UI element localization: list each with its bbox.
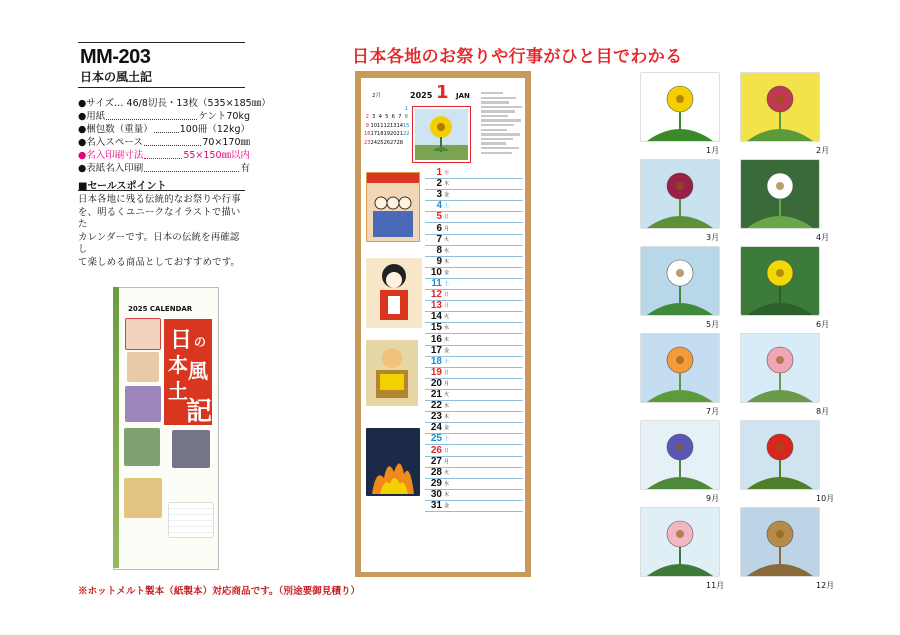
mini-calendar-day: 4 — [378, 114, 382, 121]
month-label: 6月 — [816, 320, 830, 329]
day-weekday: 土 — [443, 281, 449, 287]
event-note-line — [481, 119, 521, 121]
mini-calendar-day: 8 — [404, 114, 408, 121]
cover-illustration-lion — [124, 428, 160, 466]
sales-point-line: 日本各地に残る伝統的なお祭りや行事 — [78, 194, 241, 205]
mini-calendar-day: 27 — [390, 139, 397, 146]
mini-calendar-day — [403, 139, 410, 147]
day-weekday: 水 — [443, 403, 449, 410]
mini-calendar-day: 12 — [383, 122, 391, 129]
mini-calendar-day: 11 — [377, 122, 384, 129]
mini-calendar-day: 24 — [370, 139, 378, 146]
sales-point-heading: ■セールスポイント — [78, 181, 167, 192]
cover-char: 土 — [168, 379, 188, 403]
mini-calendar-day: 18 — [377, 131, 384, 138]
day-number: 15 — [430, 322, 442, 334]
month-illustration — [640, 72, 720, 142]
spec-value: 100冊（12kg） — [179, 124, 250, 135]
mini-calendar-day: 15 — [403, 122, 410, 129]
spec-label: ●サイズ… 46/8切長・13枚（535×185㎜） — [78, 98, 271, 109]
mini-calendar-week — [364, 105, 410, 113]
month-flower-thumbnail — [412, 106, 471, 163]
cover-mini-calendar — [168, 502, 214, 538]
month-illustration — [740, 159, 820, 229]
day-weekday: 火 — [443, 392, 449, 398]
spec-label: ●表紙名入印刷 — [78, 163, 144, 174]
sales-point-line: カレンダーです。日本の伝統を再確認し — [78, 231, 240, 256]
mini-calendar-day: 5 — [385, 114, 389, 121]
month-label: 3月 — [706, 233, 720, 242]
spec-row — [78, 97, 271, 110]
event-note-line — [481, 133, 520, 135]
day-weekday: 月 — [443, 380, 449, 387]
day-number: 23 — [430, 411, 442, 423]
day-number: 3 — [436, 189, 442, 201]
day-number: 2 — [436, 178, 442, 190]
day-weekday: 火 — [443, 236, 449, 243]
day-weekday: 木 — [443, 336, 449, 343]
event-note-line — [481, 110, 515, 112]
event-note-line — [481, 115, 508, 117]
cover-binding-strip — [113, 287, 119, 568]
day-number: 26 — [430, 444, 442, 456]
day-weekday: 火 — [443, 469, 449, 476]
day-number: 8 — [436, 244, 442, 256]
day-weekday: 水 — [443, 170, 449, 176]
cover-illustration-demon — [172, 430, 210, 468]
mini-calendar-day: 7 — [398, 114, 402, 121]
sales-point-line: を、明るくユニークなイラストで描いた — [78, 206, 241, 231]
spec-value: 有 — [240, 163, 250, 174]
spec-value: ケント70kg — [198, 111, 250, 122]
day-number: 12 — [430, 289, 442, 301]
month-illustration — [740, 246, 820, 316]
day-weekday: 水 — [443, 247, 449, 254]
cover-title: 2025 CALENDAR — [128, 305, 193, 313]
day-number: 6 — [436, 222, 442, 234]
mini-calendar-day: 16 — [364, 131, 371, 138]
month-illustration — [640, 420, 720, 490]
spec-leader — [144, 149, 182, 159]
month-illustration — [640, 246, 720, 316]
day-number: 27 — [430, 455, 442, 467]
day-number: 29 — [430, 477, 442, 489]
day-weekday: 金 — [443, 503, 449, 509]
mini-calendar-day: 3 — [372, 114, 376, 121]
sales-point-text — [78, 194, 248, 270]
cover-illustration-priest — [124, 478, 162, 518]
day-number: 24 — [430, 422, 442, 434]
day-number: 21 — [430, 389, 442, 400]
day-row — [425, 500, 523, 512]
mini-calendar-day: 19 — [383, 131, 391, 138]
product-code: MM-203 — [80, 46, 151, 68]
product-name: 日本の風土記 — [80, 70, 153, 84]
illustration-festival-3 — [366, 340, 418, 406]
sales-point-rule — [78, 190, 245, 191]
day-number: 17 — [430, 344, 442, 356]
mini-calendar-week — [364, 130, 410, 138]
cover-char: 風 — [188, 359, 208, 383]
illustration-festival-1 — [366, 172, 420, 242]
day-number: 10 — [430, 266, 442, 278]
day-weekday: 月 — [443, 225, 449, 232]
day-weekday: 金 — [443, 269, 449, 276]
prev-month-label: 2月 — [372, 93, 381, 99]
month-label: 11月 — [706, 581, 725, 590]
mini-calendar-day: 6 — [391, 114, 395, 121]
illustration-fire-festival — [366, 428, 420, 496]
mini-calendar-day: 17 — [370, 131, 378, 138]
day-weekday: 日 — [443, 214, 449, 221]
event-note-line — [481, 138, 513, 140]
month-illustration — [740, 507, 820, 577]
day-number: 5 — [436, 211, 442, 223]
title-rule — [78, 42, 245, 43]
sales-point-line: て楽しめる商品としておすすめです。 — [78, 256, 241, 268]
mini-calendar-week — [364, 113, 410, 121]
day-weekday: 土 — [443, 203, 449, 210]
illustration-festival-2 — [366, 258, 422, 328]
footer-note: ※ホットメルト製本（紙製本）対応商品です。（別途要御見積り） — [78, 586, 361, 597]
day-weekday: 土 — [443, 436, 449, 443]
mini-calendar-day: 21 — [396, 131, 404, 138]
month-illustration — [640, 159, 720, 229]
month-label: 5月 — [706, 320, 720, 329]
cover-illustration-festival — [125, 318, 161, 350]
cover-title-panel — [164, 319, 212, 425]
day-number: 22 — [430, 400, 442, 412]
event-note-line — [481, 152, 512, 154]
spec-label: ●用紙 — [78, 111, 106, 122]
month-illustration — [640, 507, 720, 577]
day-number: 4 — [436, 200, 442, 212]
day-number: 1 — [436, 167, 442, 178]
spec-rule — [78, 87, 245, 88]
month-label: 7月 — [706, 407, 720, 416]
day-weekday: 水 — [443, 325, 449, 332]
mini-calendar-feb — [364, 105, 410, 147]
calendar-month-en: JAN — [456, 92, 470, 100]
spec-row — [78, 123, 250, 136]
cover-char: 日 — [170, 327, 193, 353]
day-weekday: 木 — [443, 414, 449, 421]
day-number: 30 — [430, 488, 442, 500]
event-note-line — [481, 92, 503, 94]
event-note-line — [481, 147, 519, 149]
day-number: 11 — [431, 278, 442, 289]
month-label: 12月 — [816, 581, 835, 590]
event-note-line — [481, 142, 506, 144]
spec-row — [78, 110, 250, 123]
day-weekday: 金 — [443, 192, 449, 199]
spec-label: ●名入印刷寸法 — [78, 150, 144, 161]
day-number: 7 — [436, 233, 442, 245]
mini-calendar-week — [364, 122, 410, 130]
spec-leader — [154, 123, 179, 133]
mini-calendar-day: 23 — [364, 139, 371, 146]
mini-calendar-day: 10 — [370, 122, 378, 129]
day-weekday: 月 — [443, 303, 449, 310]
day-number: 19 — [430, 366, 442, 378]
event-note-line — [481, 106, 522, 108]
day-weekday: 木 — [443, 258, 449, 265]
headline: 日本各地のお祭りや行事がひと目でわかる — [352, 47, 683, 67]
mini-calendar-day: 25 — [377, 139, 384, 146]
month-illustration — [740, 72, 820, 142]
day-number: 20 — [430, 377, 442, 389]
month-label: 8月 — [816, 407, 830, 416]
event-note-line — [481, 124, 514, 126]
spec-leader — [144, 136, 201, 146]
mini-calendar-day: 1 — [404, 106, 408, 112]
day-number: 28 — [430, 466, 442, 478]
day-number: 14 — [430, 311, 442, 323]
mini-calendar-day: 13 — [390, 122, 397, 129]
spec-row — [78, 149, 250, 162]
cover-char: 記 — [186, 397, 213, 427]
day-weekday: 金 — [443, 425, 449, 432]
spec-value: 70×170㎜ — [202, 137, 250, 148]
cover-illustration-hina — [125, 386, 161, 422]
day-weekday: 土 — [443, 358, 449, 365]
month-label: 4月 — [816, 233, 830, 242]
day-number: 25 — [430, 433, 442, 445]
month-illustration — [640, 333, 720, 403]
day-weekday: 火 — [443, 314, 449, 321]
day-weekday: 水 — [443, 480, 449, 487]
spec-label: ●梱包数（重量） — [78, 124, 153, 135]
day-weekday: 日 — [443, 292, 449, 299]
mini-calendar-day: 20 — [390, 131, 397, 138]
month-label: 2月 — [816, 146, 830, 155]
mini-calendar-day: 14 — [396, 122, 404, 129]
day-weekday: 金 — [443, 347, 449, 354]
spec-label: ●名入スペース — [78, 137, 143, 148]
month-label: 1月 — [706, 146, 720, 155]
month-label: 9月 — [706, 494, 720, 503]
spec-leader — [106, 110, 197, 120]
month-label: 10月 — [816, 494, 835, 503]
mini-calendar-day: 22 — [403, 131, 410, 138]
mini-calendar-day: 2 — [365, 114, 369, 121]
mini-calendar-day: 26 — [383, 139, 391, 146]
day-number: 31 — [430, 500, 442, 511]
day-number: 16 — [430, 333, 442, 345]
mini-calendar-day: 28 — [396, 139, 404, 146]
day-weekday: 日 — [443, 369, 449, 376]
mini-calendar-day: 9 — [365, 122, 369, 129]
spec-row — [78, 162, 250, 175]
event-note-line — [481, 101, 509, 103]
month-illustration — [740, 333, 820, 403]
cover-char: の — [194, 335, 207, 349]
spec-value: 55×150㎜以内 — [183, 150, 250, 161]
day-number: 18 — [430, 355, 442, 367]
spec-row — [78, 136, 250, 149]
event-note-line — [481, 97, 516, 99]
day-number: 9 — [436, 255, 442, 267]
cover-illustration-dolls — [127, 352, 159, 382]
day-weekday: 木 — [443, 181, 449, 188]
cover-char: 本 — [168, 353, 188, 377]
spec-leader — [144, 162, 239, 172]
day-weekday: 木 — [443, 491, 449, 498]
mini-calendar-week — [364, 139, 410, 147]
day-weekday: 日 — [443, 447, 449, 454]
day-weekday: 月 — [443, 458, 449, 465]
calendar-year: 2025 — [410, 91, 433, 100]
month-illustration — [740, 420, 820, 490]
event-note-line — [481, 129, 507, 131]
event-notes — [481, 92, 523, 162]
calendar-month: 1 — [436, 82, 449, 103]
day-number: 13 — [430, 300, 442, 312]
